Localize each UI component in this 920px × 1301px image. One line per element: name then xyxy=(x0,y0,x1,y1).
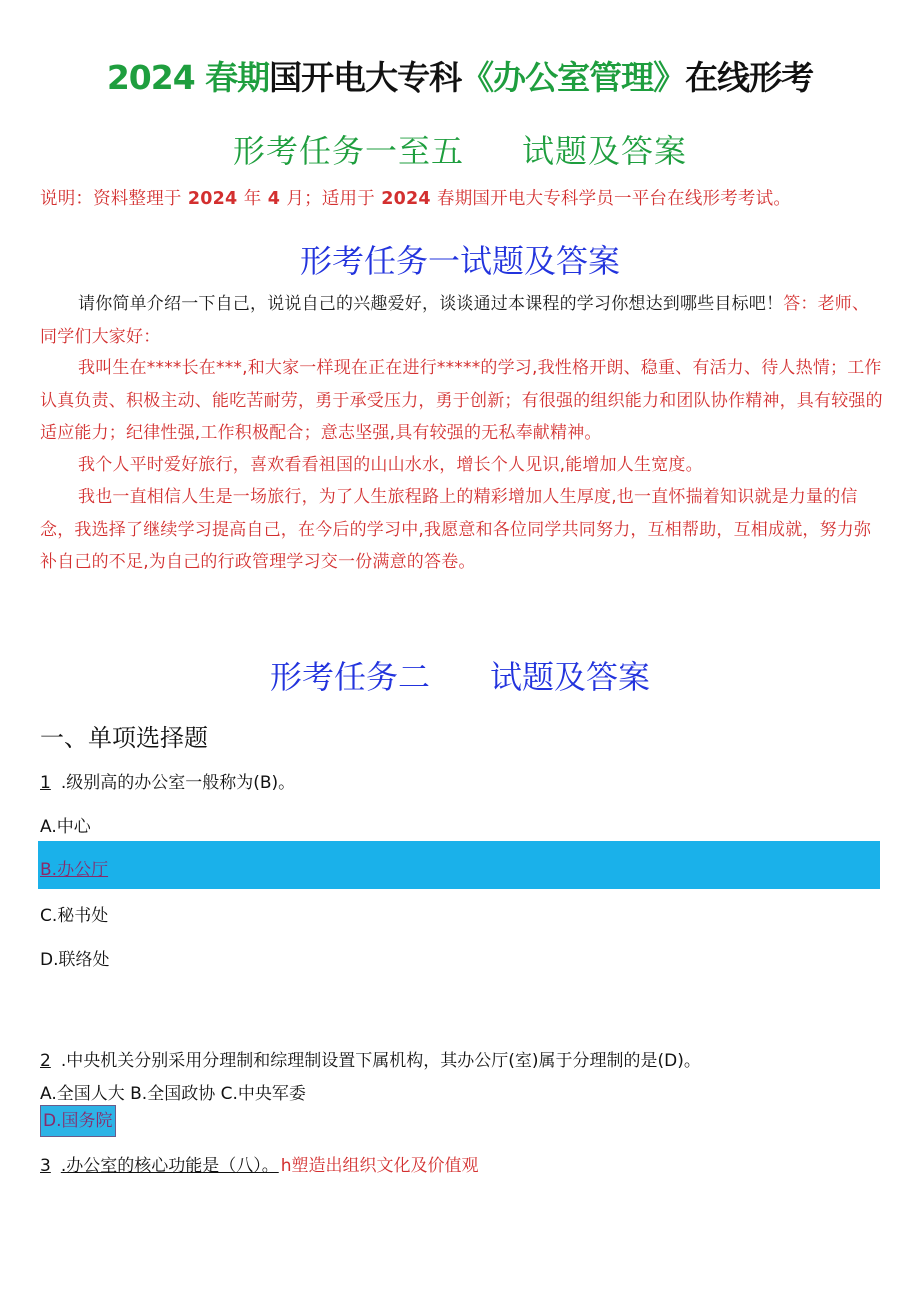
question-3-number: 3 xyxy=(40,1156,51,1176)
subtitle-left: 形考任务一至五 xyxy=(232,132,464,170)
question-1 xyxy=(40,768,295,793)
task1-para2: 我个人平时爱好旅行，喜欢看看祖国的山山水水，增长个人见识,能增加人生宽度。 xyxy=(78,455,703,475)
task2-heading-right: 试题及答案 xyxy=(490,658,651,696)
task1-question-text: 请你简单介绍一下自己，说说自己的兴趣爱好，谈谈通过本课程的学习你想达到哪些目标吧！ xyxy=(78,294,784,314)
subtitle-right: 试题及答案 xyxy=(522,132,688,170)
document-note: 说明：资料整理于 2024 年 4 月；适用于 2024 春期国开电大专科学员一平台在线形考考试。 xyxy=(40,189,792,209)
task1-para1: 我叫生在****长在***,和大家一样现在正在进行*****的学习,我性格开朗、稳重、有活力、待人热情；工作认真负责、积极主动、能吃苦耐劳，勇于承受压力，勇于创新；有很强的组织能力和团队协作精神，具有较强的适应能力；纪律性强,工作积极配合；意志坚强,具有较强的无私奉献精神。 xyxy=(40,358,883,443)
title-course: 《办公室管理》 xyxy=(461,58,686,97)
task1-para3: 我也一直相信人生是一场旅行，为了人生旅程路上的精彩增加人生厚度,也一直怀揣着知识就是力量的信念，我选择了继续学习提高自己，在今后的学习中,我愿意和各位同学共同努力，互相帮助，互相成就，努力弥补自己的不足,为自己的行政管理学习交一份满意的答卷。 xyxy=(40,487,872,572)
task2-heading xyxy=(0,652,920,698)
task2-heading-left: 形考任务二 xyxy=(269,658,430,696)
document-title xyxy=(0,52,920,99)
q1-option-d[interactable]: D.联络处 xyxy=(40,950,110,970)
answer-highlight-bar xyxy=(38,841,880,889)
question-3-text: .办公室的核心功能是（八）。 xyxy=(60,1156,279,1176)
q1-option-a[interactable]: A.中心 xyxy=(40,817,91,837)
task1-question xyxy=(40,288,885,353)
q2-answer: D.国务院 xyxy=(43,1111,113,1131)
task1-answer-label: 答： xyxy=(783,294,818,314)
section-heading: 一、单项选择题 xyxy=(40,724,208,752)
q2-answer-box[interactable] xyxy=(40,1105,116,1137)
question-3-answer: h塑造出组织文化及价值观 xyxy=(280,1156,479,1176)
q1-option-c[interactable]: C.秘书处 xyxy=(40,906,109,926)
title-term: 2024 春期 xyxy=(106,58,270,97)
task1-greeting: 老师、同学们大家好： xyxy=(40,294,870,347)
question-2-number: 2 xyxy=(40,1051,51,1071)
question-1-text: .级别高的办公室一般称为(B)。 xyxy=(60,773,296,793)
document-subtitle xyxy=(0,126,920,172)
question-2 xyxy=(40,1046,701,1071)
question-2-text: .中央机关分别采用分理制和综理制设置下属机构，其办公厅(室)属于分理制的是(D)。 xyxy=(60,1051,701,1071)
q2-options-line: A.全国人大 B.全国政协 C.中央军委 xyxy=(40,1084,306,1104)
title-school: 国开电大专科 xyxy=(269,58,462,97)
task1-heading: 形考任务一试题及答案 xyxy=(299,242,620,280)
question-3 xyxy=(40,1151,479,1176)
title-suffix: 在线形考 xyxy=(685,58,814,97)
q1-option-b[interactable]: B.办公厅 xyxy=(40,860,109,880)
question-1-number: 1 xyxy=(40,773,51,793)
